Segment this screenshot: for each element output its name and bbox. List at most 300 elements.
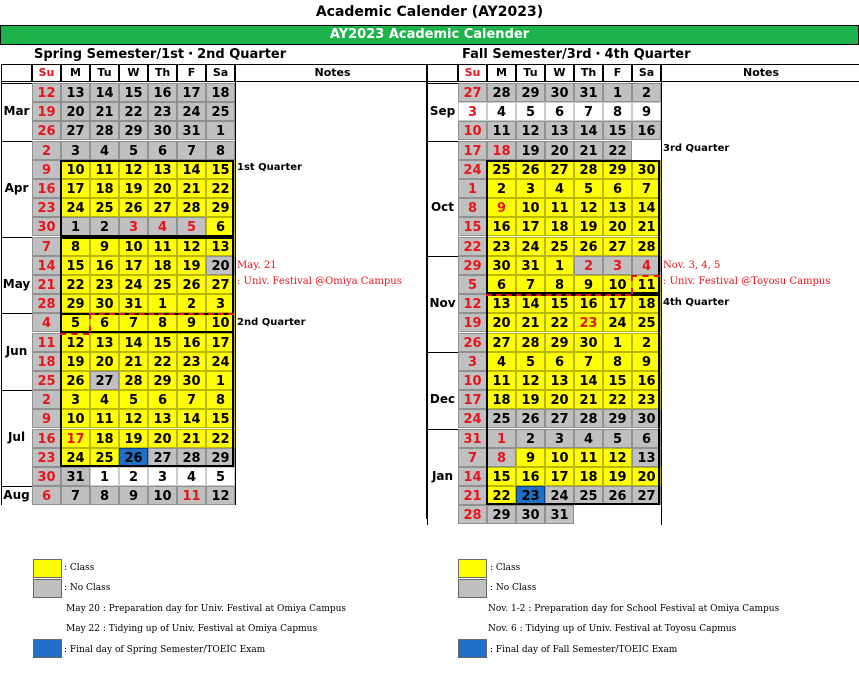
fall-noclass-legend: : No Class: [490, 583, 537, 593]
fall-day-cell: 11: [487, 371, 516, 390]
spring-day-cell: 31: [119, 294, 148, 313]
fall-day-cell: 27: [487, 333, 516, 352]
spring-day-cell: 12: [206, 486, 235, 505]
spring-day-cell: 19: [32, 102, 61, 121]
spring-day-cell: 29: [206, 448, 235, 467]
fall-month-divider: [427, 141, 458, 142]
spring-day-cell: 26: [32, 121, 61, 140]
spring-day-cell: 3: [148, 467, 177, 486]
fall-day-cell: 2: [487, 179, 516, 198]
fall-day-cell: 5: [574, 179, 603, 198]
fall-day-cell: 12: [516, 121, 545, 140]
spring-day-cell: 2: [32, 141, 61, 160]
fall-month-divider: [427, 429, 458, 430]
fall-day-cell: 10: [458, 371, 487, 390]
fall-header-tu: Tu: [516, 64, 545, 82]
fall-day-cell: 7: [574, 352, 603, 371]
spring-header-tu: Tu: [90, 64, 119, 82]
spring-header-th: Th: [148, 64, 177, 82]
fall-header-m: M: [487, 64, 516, 82]
fall-day-cell: 6: [487, 275, 516, 294]
spring-day-cell: 27: [148, 448, 177, 467]
fall-day-cell: 22: [458, 237, 487, 256]
fall-day-cell: 3: [603, 256, 632, 275]
fall-day-cell: 31: [545, 505, 574, 524]
spring-header-notes: Notes: [235, 64, 430, 82]
spring-day-cell: 4: [32, 313, 61, 332]
spring-header-su: Su: [32, 64, 61, 82]
spring-day-cell: 3: [206, 294, 235, 313]
fall-day-cell: 12: [516, 371, 545, 390]
spring-day-cell: 16: [32, 179, 61, 198]
fall-day-cell: 18: [632, 294, 661, 313]
spring-header-f: F: [177, 64, 206, 82]
fall-day-cell: 1: [603, 333, 632, 352]
spring-day-cell: 26: [119, 198, 148, 217]
fall-day-cell: 29: [487, 505, 516, 524]
spring-day-cell: 10: [61, 160, 90, 179]
fall-day-cell: 15: [603, 121, 632, 140]
fall-day-cell: 8: [487, 448, 516, 467]
fall-day-cell: 27: [458, 83, 487, 102]
spring-day-cell: 29: [119, 121, 148, 140]
fall-day-cell: 31: [574, 83, 603, 102]
tidy-legend: May 22 : Tidying up of Univ. Festival at Omiya Capmus: [66, 624, 318, 634]
fall-day-cell: 29: [603, 409, 632, 428]
spring-day-cell: 11: [90, 409, 119, 428]
fall-day-cell: 14: [632, 198, 661, 217]
fall-day-cell: 25: [487, 160, 516, 179]
spring-month-label: Apr: [4, 180, 29, 195]
spring-day-cell: 22: [148, 352, 177, 371]
fall-header-w: W: [545, 64, 574, 82]
spring-day-cell: 1: [148, 294, 177, 313]
fall-day-cell: 28: [632, 237, 661, 256]
spring-day-cell: 30: [90, 294, 119, 313]
spring-day-cell: 29: [61, 294, 90, 313]
spring-day-cell: 14: [177, 160, 206, 179]
spring-header-month: [1, 64, 32, 82]
fall-day-cell: 21: [458, 486, 487, 505]
fall-day-cell: 6: [545, 102, 574, 121]
spring-day-cell: 5: [119, 141, 148, 160]
spring-day-cell: 23: [32, 448, 61, 467]
spring-day-cell: 17: [119, 256, 148, 275]
fall-day-cell: 24: [458, 160, 487, 179]
spring-day-cell: 17: [61, 179, 90, 198]
q1-note: 1st Quarter: [237, 162, 302, 173]
spring-month-label: Aug: [3, 487, 30, 502]
spring-day-cell: 19: [119, 429, 148, 448]
fall-day-cell: 22: [603, 141, 632, 160]
fall-day-cell: 19: [603, 467, 632, 486]
spring-day-cell: 5: [206, 467, 235, 486]
spring-day-cell: 25: [206, 102, 235, 121]
spring-day-cell: 6: [148, 141, 177, 160]
spring-day-cell: 31: [61, 467, 90, 486]
fall-day-cell: 16: [632, 121, 661, 140]
spring-day-cell: 24: [61, 448, 90, 467]
fall-day-cell: 6: [603, 179, 632, 198]
spring-day-cell: 26: [177, 275, 206, 294]
fall-day-cell: 17: [458, 390, 487, 409]
spring-day-cell: 11: [148, 237, 177, 256]
fall-day-cell: 22: [487, 486, 516, 505]
spring-day-cell: 16: [32, 429, 61, 448]
spring-day-cell: 11: [32, 333, 61, 352]
fall-day-cell: 11: [632, 275, 661, 294]
fall-day-cell: 28: [458, 505, 487, 524]
fall-day-cell: 29: [603, 160, 632, 179]
fall-day-cell: 10: [516, 198, 545, 217]
spring-day-cell: 23: [177, 352, 206, 371]
fall-day-cell: 19: [516, 141, 545, 160]
fall-day-cell: 15: [458, 217, 487, 236]
spring-day-cell: 26: [61, 371, 90, 390]
fall-day-cell: 24: [545, 486, 574, 505]
fall-day-cell: 19: [574, 217, 603, 236]
spring-day-cell: 7: [119, 313, 148, 332]
spring-day-cell: 14: [32, 256, 61, 275]
spring-header-sa: Sa: [206, 64, 235, 82]
fall-day-cell: 21: [516, 313, 545, 332]
fall-day-cell: 31: [516, 256, 545, 275]
fall-day-cell: 20: [632, 467, 661, 486]
spring-day-cell: 28: [32, 294, 61, 313]
fall-fest-note: : Univ. Festival @Toyosu Campus: [663, 276, 831, 287]
prep-legend: May 20 : Preparation day for Univ. Festival at Omiya Campus: [66, 604, 347, 614]
fall-day-cell: 16: [487, 217, 516, 236]
page-title: Academic Calender (AY2023): [315, 4, 544, 20]
quarter-divider: [60, 333, 89, 335]
spring-day-cell: 17: [177, 83, 206, 102]
fall-day-cell: 21: [574, 141, 603, 160]
spring-day-cell: 8: [206, 390, 235, 409]
quarter-divider: [486, 294, 631, 296]
quarter-divider: [631, 275, 633, 294]
fall-prep-legend: Nov. 1-2 : Preparation day for School Festival at Omiya Campus: [488, 604, 780, 614]
fall-day-cell: 15: [487, 467, 516, 486]
fall-day-cell: 23: [487, 237, 516, 256]
fall-day-cell: 3: [458, 352, 487, 371]
spring-day-cell: 12: [177, 237, 206, 256]
quarter-divider: [89, 313, 234, 315]
spring-day-cell: 6: [32, 486, 61, 505]
fall-day-cell: 26: [603, 486, 632, 505]
fall-day-cell: 27: [632, 486, 661, 505]
spring-day-cell: 13: [148, 409, 177, 428]
spring-day-cell: 21: [177, 179, 206, 198]
spring-day-cell: 14: [90, 83, 119, 102]
fall-day-cell: 17: [458, 141, 487, 160]
fall-day-cell: 14: [458, 467, 487, 486]
spring-day-cell: 20: [90, 352, 119, 371]
spring-day-cell: 13: [148, 160, 177, 179]
spring-day-cell: 30: [148, 121, 177, 140]
fall-day-cell: 2: [632, 83, 661, 102]
fall-day-cell: 12: [574, 198, 603, 217]
fall-day-cell: 14: [574, 371, 603, 390]
fall-day-cell: 25: [574, 486, 603, 505]
fall-day-cell: 8: [458, 198, 487, 217]
spring-day-cell: 4: [90, 141, 119, 160]
fall-noclass-swatch: [458, 579, 487, 598]
fall-day-cell: 21: [632, 217, 661, 236]
fall-day-cell: 29: [458, 256, 487, 275]
spring-day-cell: 15: [119, 83, 148, 102]
spring-day-cell: 1: [206, 371, 235, 390]
fall-day-cell: 22: [603, 390, 632, 409]
fall-day-cell: 8: [603, 102, 632, 121]
spring-month-divider: [1, 83, 32, 84]
fall-day-cell: 30: [632, 160, 661, 179]
spring-day-cell: 11: [177, 486, 206, 505]
spring-day-cell: 6: [90, 313, 119, 332]
spring-day-cell: 15: [206, 409, 235, 428]
spring-day-cell: 9: [32, 409, 61, 428]
fall-header-th: Th: [574, 64, 603, 82]
fall-day-cell: 13: [545, 371, 574, 390]
fall-day-cell: 3: [516, 179, 545, 198]
spring-day-cell: 8: [90, 486, 119, 505]
spring-day-cell: 21: [177, 429, 206, 448]
fall-day-cell: 9: [632, 102, 661, 121]
fall-day-cell: 20: [487, 313, 516, 332]
spring-day-cell: 12: [119, 409, 148, 428]
spring-day-cell: 15: [61, 256, 90, 275]
spring-day-cell: 20: [148, 179, 177, 198]
spring-day-cell: 1: [61, 217, 90, 236]
spring-day-cell: 19: [61, 352, 90, 371]
spring-day-cell: 31: [177, 121, 206, 140]
spring-month-divider: [1, 237, 32, 238]
spring-day-cell: 23: [32, 198, 61, 217]
fall-month-divider: [427, 256, 458, 257]
spring-day-cell: 2: [90, 217, 119, 236]
fall-day-cell: 1: [458, 179, 487, 198]
fall-frame-line: [427, 64, 428, 525]
quarter-divider: [631, 275, 660, 277]
spring-day-cell: 9: [32, 160, 61, 179]
fest-note: : Univ. Festival @Omiya Campus: [237, 276, 402, 287]
fall-day-cell: 26: [516, 160, 545, 179]
fall-header-su: Su: [458, 64, 487, 82]
fall-day-cell: 18: [574, 467, 603, 486]
spring-day-cell: 22: [206, 429, 235, 448]
fall-day-cell: 12: [603, 448, 632, 467]
fall-day-cell: 1: [487, 429, 516, 448]
fall-day-cell: 26: [574, 237, 603, 256]
fall-day-cell: 16: [632, 371, 661, 390]
fall-header-sa: Sa: [632, 64, 661, 82]
class-legend: : Class: [64, 563, 95, 573]
fall-day-cell: 20: [545, 390, 574, 409]
spring-day-cell: 10: [61, 409, 90, 428]
fall-day-cell: 5: [516, 102, 545, 121]
spring-month-divider: [1, 486, 32, 487]
fall-fest-date-note: Nov. 3, 4, 5: [663, 260, 721, 271]
class-swatch: [33, 559, 62, 578]
spring-day-cell: 23: [90, 275, 119, 294]
spring-day-cell: 20: [206, 256, 235, 275]
fall-day-cell: 8: [603, 352, 632, 371]
fall-day-cell: 29: [545, 333, 574, 352]
q4-note: 4th Quarter: [663, 297, 730, 308]
spring-day-cell: 21: [32, 275, 61, 294]
fall-final-legend: : Final day of Fall Semester/TOEIC Exam: [490, 645, 678, 655]
fall-day-cell: 3: [458, 102, 487, 121]
q3-note: 3rd Quarter: [663, 143, 730, 154]
spring-day-cell: 4: [148, 217, 177, 236]
spring-day-cell: 25: [148, 275, 177, 294]
spring-day-cell: 3: [61, 390, 90, 409]
spring-day-cell: 19: [177, 256, 206, 275]
spring-day-cell: 18: [148, 256, 177, 275]
spring-day-cell: 10: [148, 486, 177, 505]
spring-day-cell: 19: [119, 179, 148, 198]
spring-day-cell: 12: [61, 333, 90, 352]
spring-header-w: W: [119, 64, 148, 82]
spring-day-cell: 18: [32, 352, 61, 371]
spring-day-cell: 26: [119, 448, 148, 467]
spring-day-cell: 27: [206, 275, 235, 294]
spring-day-cell: 27: [90, 371, 119, 390]
fall-day-cell: 22: [545, 313, 574, 332]
spring-month-divider: [1, 141, 32, 142]
fall-day-cell: 9: [632, 352, 661, 371]
spring-day-cell: 9: [177, 313, 206, 332]
spring-month-label: Jul: [7, 430, 26, 445]
fall-day-cell: 21: [574, 390, 603, 409]
spring-day-cell: 12: [32, 83, 61, 102]
spring-day-cell: 8: [61, 237, 90, 256]
spring-day-cell: 20: [148, 429, 177, 448]
fall-day-cell: 20: [545, 141, 574, 160]
fall-day-cell: 2: [516, 429, 545, 448]
fall-day-cell: 28: [516, 333, 545, 352]
spring-day-cell: 16: [90, 256, 119, 275]
spring-day-cell: 24: [206, 352, 235, 371]
fall-month-label: Nov: [429, 295, 456, 310]
spring-day-cell: 16: [177, 333, 206, 352]
spring-month-divider: [1, 313, 32, 314]
fall-class-legend: : Class: [490, 563, 521, 573]
fall-day-cell: 4: [545, 179, 574, 198]
fall-day-cell: 25: [487, 409, 516, 428]
spring-day-cell: 25: [32, 371, 61, 390]
spring-day-cell: 2: [32, 390, 61, 409]
fall-day-cell: 18: [487, 390, 516, 409]
fall-heading: Fall Semester/3rd・4th Quarter: [462, 47, 691, 62]
fall-frame-line: [661, 64, 662, 525]
fall-day-cell: 8: [545, 275, 574, 294]
fall-day-cell: 28: [487, 83, 516, 102]
fall-day-cell: 13: [545, 121, 574, 140]
banner: AY2023 Academic Calender: [0, 25, 859, 45]
quarter-divider: [89, 313, 91, 332]
fall-class-swatch: [458, 559, 487, 578]
spring-month-label: Jun: [5, 343, 28, 358]
fall-day-cell: 19: [458, 313, 487, 332]
spring-day-cell: 21: [119, 352, 148, 371]
fall-day-cell: 23: [516, 486, 545, 505]
spring-day-cell: 6: [206, 217, 235, 236]
spring-day-cell: 12: [119, 160, 148, 179]
spring-day-cell: 5: [61, 313, 90, 332]
spring-day-cell: 28: [177, 448, 206, 467]
fall-day-cell: 10: [458, 121, 487, 140]
spring-day-cell: 8: [148, 313, 177, 332]
fall-day-cell: 20: [603, 217, 632, 236]
spring-day-cell: 28: [177, 198, 206, 217]
q2-note: 2nd Quarter: [237, 317, 306, 328]
fall-day-cell: 30: [487, 256, 516, 275]
spring-day-cell: 17: [206, 333, 235, 352]
spring-day-cell: 21: [90, 102, 119, 121]
fall-day-cell: 3: [545, 429, 574, 448]
fall-day-cell: 9: [574, 275, 603, 294]
fall-day-cell: 28: [574, 160, 603, 179]
fall-day-cell: 10: [545, 448, 574, 467]
spring-day-cell: 30: [32, 467, 61, 486]
fall-month-label: Dec: [429, 391, 456, 406]
fall-day-cell: 7: [632, 179, 661, 198]
fall-day-cell: 5: [603, 429, 632, 448]
spring-day-cell: 24: [177, 102, 206, 121]
spring-day-cell: 13: [206, 237, 235, 256]
fall-day-cell: 2: [632, 333, 661, 352]
spring-month-label: May: [2, 276, 31, 291]
fall-day-cell: 27: [545, 160, 574, 179]
spring-day-cell: 20: [61, 102, 90, 121]
fall-day-cell: 11: [487, 121, 516, 140]
spring-day-cell: 15: [206, 160, 235, 179]
fall-day-cell: 30: [574, 333, 603, 352]
fall-tidy-legend: Nov. 6 : Tidying up of Univ. Festival at Toyosu Capmus: [488, 624, 737, 634]
spring-day-cell: 30: [177, 371, 206, 390]
spring-day-cell: 15: [148, 333, 177, 352]
fall-day-cell: 26: [516, 409, 545, 428]
fall-day-cell: 4: [487, 352, 516, 371]
fall-day-cell: 1: [603, 83, 632, 102]
spring-day-cell: 8: [206, 141, 235, 160]
fall-header-f: F: [603, 64, 632, 82]
spring-day-cell: 27: [148, 198, 177, 217]
spring-day-cell: 2: [119, 467, 148, 486]
fall-header-notes: Notes: [661, 64, 859, 82]
spring-month-divider: [1, 390, 32, 391]
spring-heading: Spring Semester/1st・2nd Quarter: [34, 47, 287, 62]
fall-day-cell: 15: [545, 294, 574, 313]
fall-day-cell: 17: [545, 467, 574, 486]
spring-day-cell: 5: [177, 217, 206, 236]
spring-day-cell: 3: [119, 217, 148, 236]
fall-day-cell: 6: [632, 429, 661, 448]
spring-day-cell: 10: [206, 313, 235, 332]
fall-day-cell: 7: [458, 448, 487, 467]
fall-day-cell: 23: [574, 313, 603, 332]
spring-day-cell: 6: [148, 390, 177, 409]
spring-day-cell: 25: [90, 198, 119, 217]
fall-day-cell: 17: [516, 217, 545, 236]
spring-day-cell: 1: [90, 467, 119, 486]
fall-day-cell: 26: [458, 333, 487, 352]
spring-day-cell: 25: [90, 448, 119, 467]
fall-month-label: Oct: [430, 199, 455, 214]
spring-day-cell: 17: [61, 429, 90, 448]
fall-day-cell: 27: [545, 409, 574, 428]
spring-day-cell: 9: [90, 237, 119, 256]
